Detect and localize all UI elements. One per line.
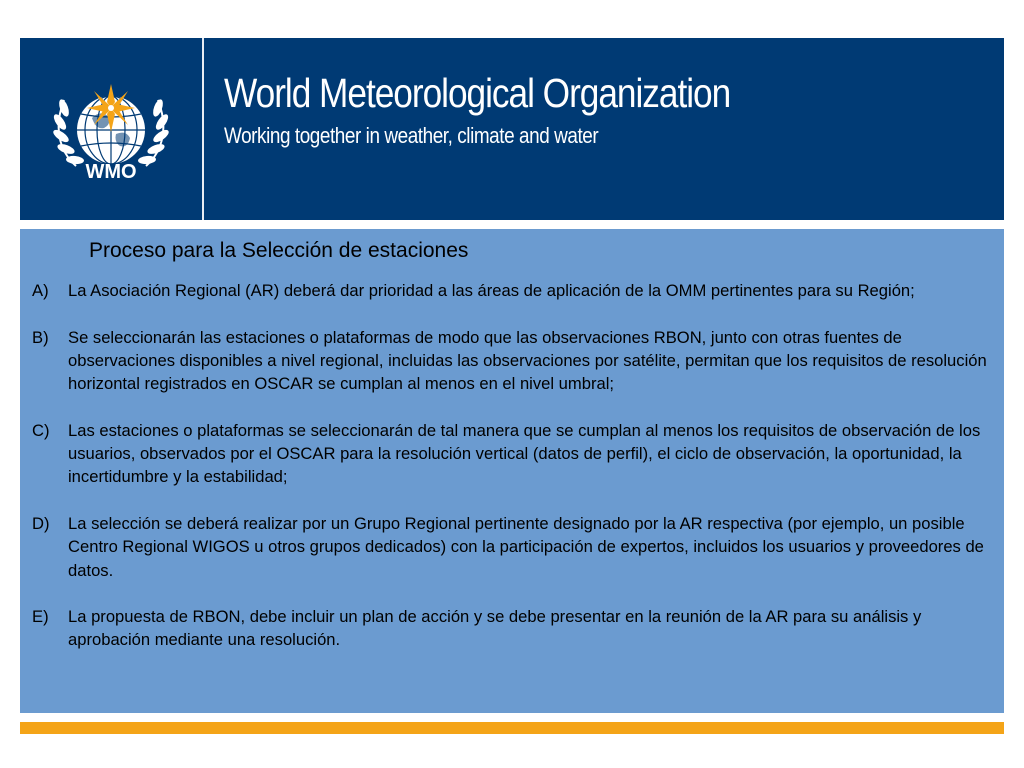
wmo-logo-text: WMO	[85, 161, 137, 183]
list-item-e	[32, 605, 992, 652]
item-text: Se seleccionarán las estaciones o plataformas de modo que las observaciones RBON, junto con otras fuentes de observaciones disponibles a nivel regional, incluidas las observaciones por satélite, permitan que los requisitos de resolución horizontal registrados en OSCAR se cumplan al menos en el nivel umbral;	[68, 327, 987, 394]
list-item-c	[32, 419, 992, 489]
content-panel	[20, 229, 1004, 713]
list-item-a	[32, 279, 992, 302]
header-banner	[20, 38, 1004, 220]
wmo-emblem-icon	[20, 38, 202, 220]
list-item-b	[32, 326, 992, 396]
list-item-d	[32, 512, 992, 582]
wmo-logo	[20, 38, 202, 220]
section-title: Proceso para la Selección de estaciones	[89, 239, 469, 262]
item-letter: E)	[32, 607, 49, 627]
item-letter: D)	[32, 513, 50, 533]
accent-bar	[20, 722, 1004, 734]
item-letter: B)	[32, 327, 49, 347]
header-subtitle: Working together in weather, climate and water	[224, 123, 599, 148]
header-title: World Meteorological Organization	[224, 70, 731, 116]
header-divider	[202, 38, 204, 220]
item-text: Las estaciones o plataformas se seleccionarán de tal manera que se cumplan al menos los requisitos de observación de los usuarios, observados por el OSCAR para la resolución vertical (datos de perfil), el ciclo de observación, la oportunidad, la incertidumbre y la estabilidad;	[68, 420, 981, 487]
item-text: La selección se deberá realizar por un Grupo Regional pertinente designado por la AR respectiva (por ejemplo, un posible Centro Regional WIGOS u otros grupos dedicados) con la participación de expertos, incluidos los usuarios y proveedores de datos.	[68, 513, 984, 580]
item-letter: A)	[32, 281, 49, 300]
item-text: La Asociación Regional (AR) deberá dar prioridad a las áreas de aplicación de la OMM pertinentes para su Región;	[68, 281, 915, 300]
item-list	[32, 279, 992, 652]
item-text: La propuesta de RBON, debe incluir un plan de acción y se debe presentar en la reunión de la AR para su análisis y aprobación mediante una resolución.	[68, 607, 922, 650]
item-letter: C)	[32, 420, 50, 440]
